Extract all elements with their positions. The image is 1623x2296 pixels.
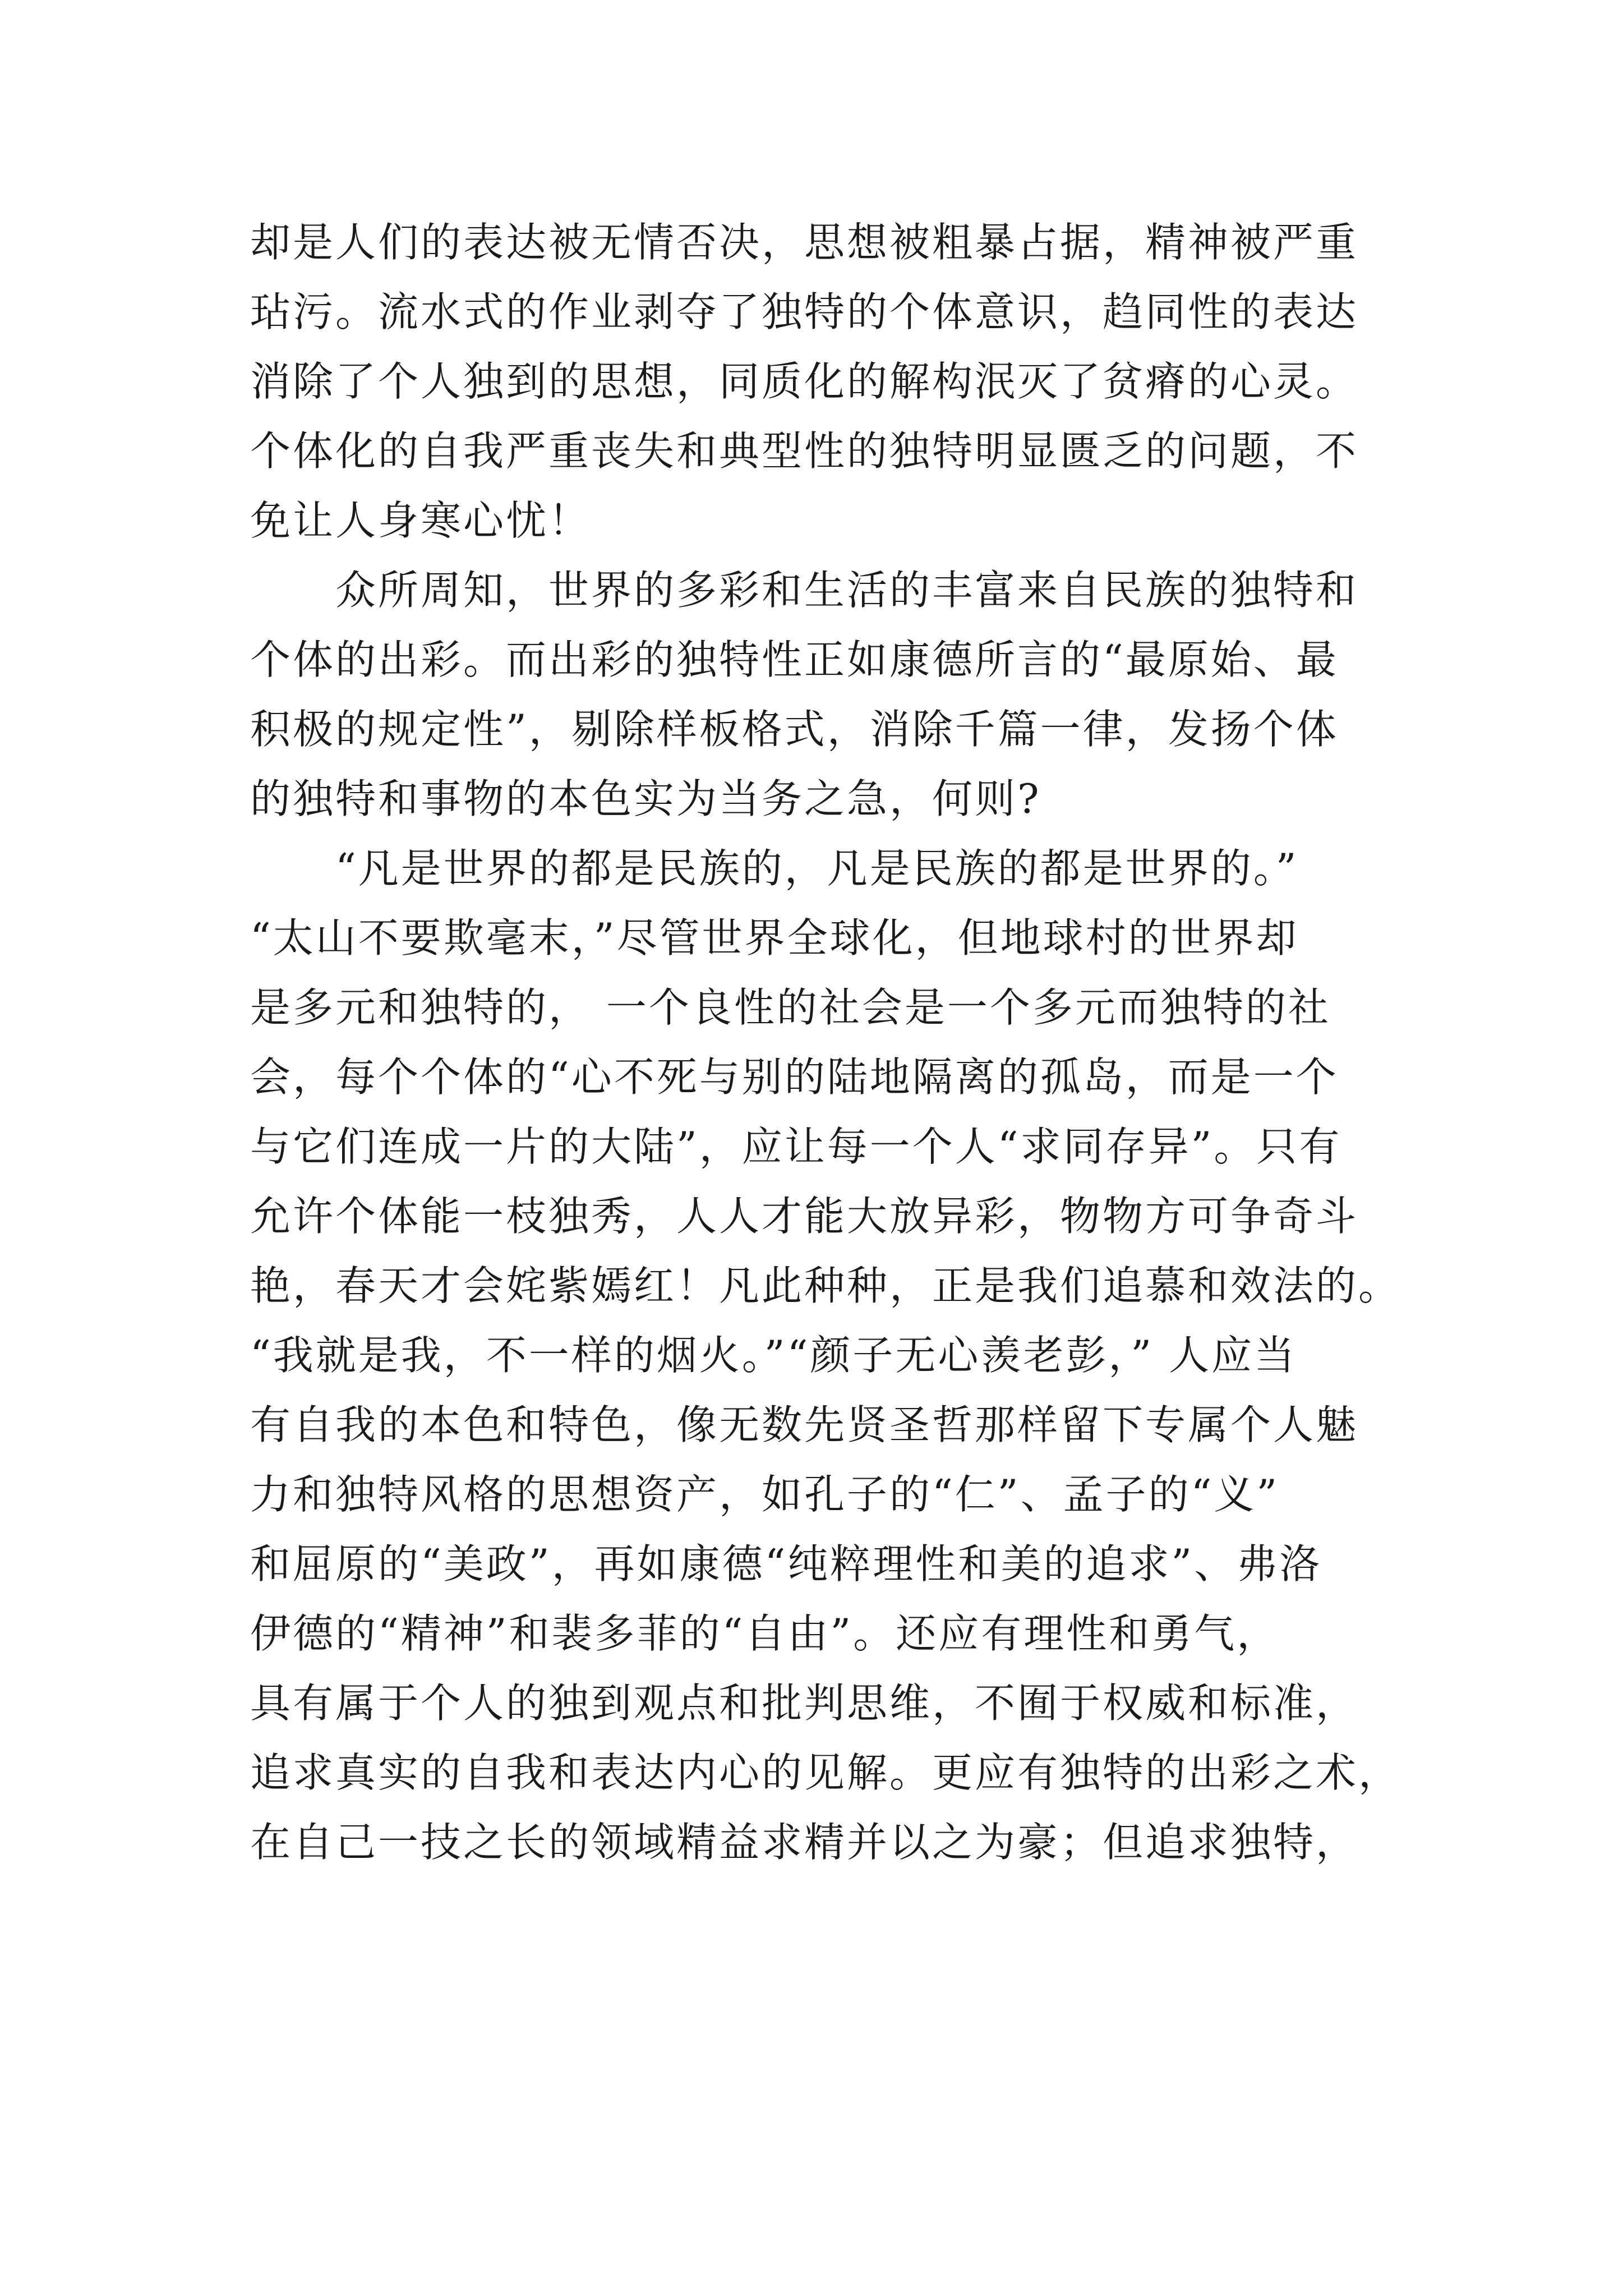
text-line: 积极的规定性”，剔除样板格式，消除千篇一律，发扬个体: [250, 706, 1339, 753]
text-line: 免让人身寒心忧！: [250, 497, 592, 544]
text-line: 却是人们的表达被无情否决，思想被粗暴占据，精神被严重: [250, 219, 1359, 266]
text-line: 伊德的“精神”和裴多菲的“自由”。还应有理性和勇气，: [250, 1610, 1280, 1657]
body-text: [250, 208, 1428, 1877]
text-line: 具有属于个人的独到观点和批判思维，不囿于权威和标准，: [250, 1680, 1359, 1727]
text-line: 众所周知，世界的多彩和生活的丰富来自民族的独特和: [250, 567, 1359, 614]
text-line: 和屈原的“美政”，再如康德“纯粹理性和美的追求”、弗洛: [250, 1540, 1322, 1588]
text-line: 在自己一技之长的领域精益求精并以之为豪；但追求独特，: [250, 1819, 1359, 1866]
text-line: 消除了个人独到的思想，同质化的解构泯灭了贫瘠的心灵。: [250, 358, 1359, 405]
text-line: “凡是世界的都是民族的，凡是民族的都是世界的。”: [250, 845, 1299, 892]
text-line: 力和独特风格的思想资产，如孔子的“仁”、孟子的“义”: [250, 1471, 1280, 1518]
text-line: 的独特和事物的本色实为当务之急，何则?: [250, 775, 1041, 822]
text-line: 追求真实的自我和表达内心的见解。更应有独特的出彩之术，: [250, 1749, 1401, 1796]
text-line: 与它们连成一片的大陆”，应让每一个人“求同存异”。只有: [250, 1123, 1342, 1170]
text-line: 个体化的自我严重丧失和典型性的独特明显匮乏的问题，不: [250, 427, 1359, 475]
text-line: 有自我的本色和特色，像无数先贤圣哲那样留下专属个人魅: [250, 1401, 1359, 1448]
text-line: 艳，春天才会姹紫嫣红！凡此种种，正是我们追慕和效法的。: [250, 1262, 1401, 1309]
text-line: “我就是我，不一样的烟火。”“颜子无心羡老彭，” 人应当: [250, 1332, 1297, 1379]
text-line: 会，每个个体的“心不死与别的陆地隔离的孤岛，而是一个: [250, 1053, 1339, 1101]
text-line: 允许个体能一枝独秀，人人才能大放异彩，物物方可争奇斗: [250, 1193, 1359, 1240]
text-line: 玷污。流水式的作业剥夺了独特的个体意识，趋同性的表达: [250, 288, 1359, 335]
text-line: 个体的出彩。而出彩的独特性正如康德所言的“最原始、最: [250, 636, 1339, 683]
text-line: 是多元和独特的， 一个良性的社会是一个多元而独特的社: [250, 984, 1331, 1031]
text-line: “太山不要欺毫末，”尽管世界全球化，但地球村的世界却: [250, 914, 1299, 961]
